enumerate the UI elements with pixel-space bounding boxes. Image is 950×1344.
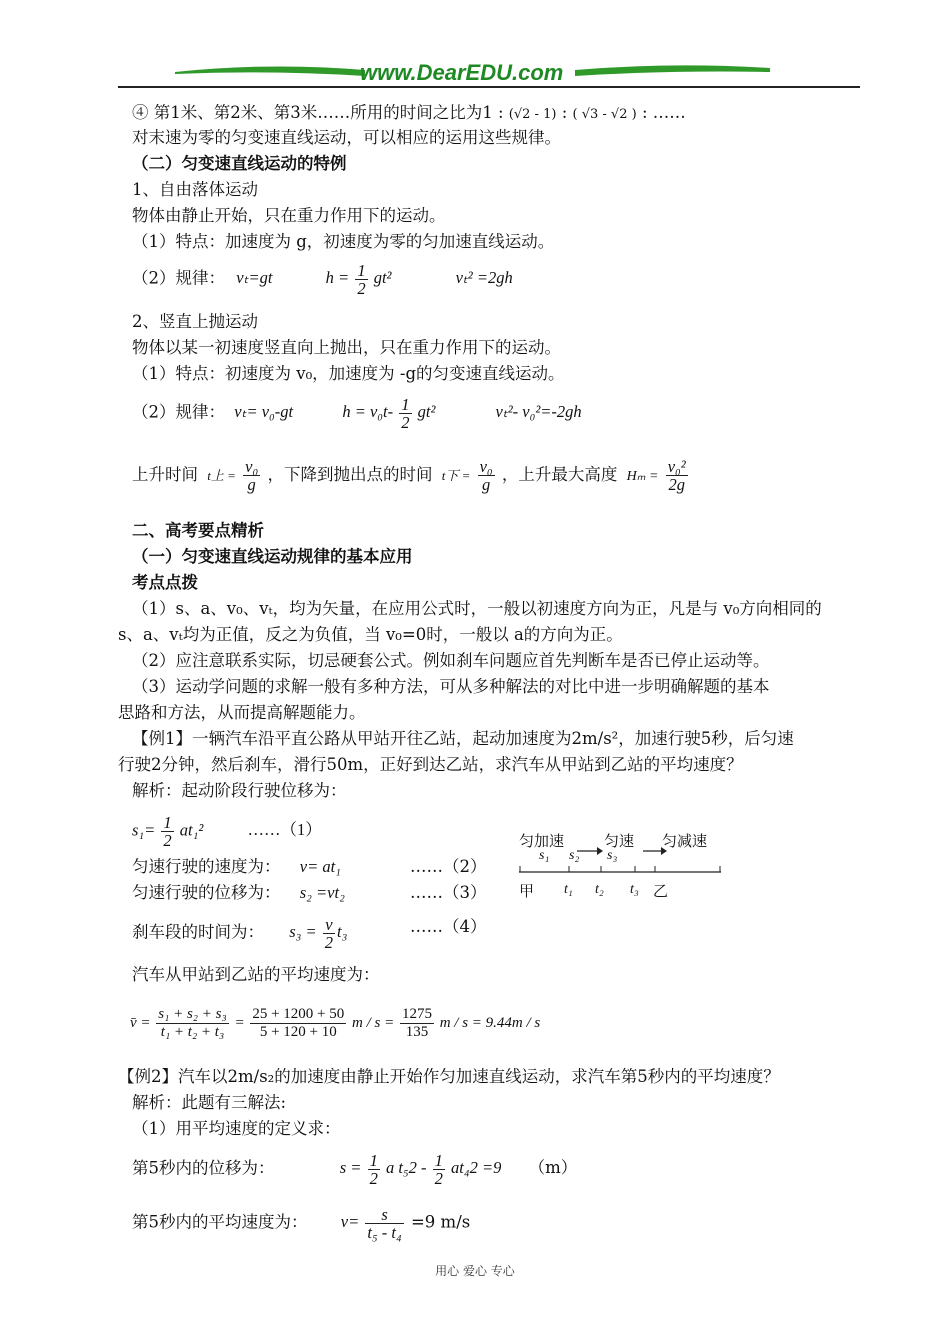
paragraph: 物体由静止开始，只在重力作用下的运动。: [132, 206, 446, 225]
formula: vₜ² =2gh: [455, 268, 513, 288]
equation-average-velocity: v̄ = $\frac{\text{s₁ + s₂ + s₃}}{\text{t₁ + t₂ + t₃}}$ = $\frac{25 + 1200 + 50}{5 + 120 + 10}$ m / s = $\frac{1275}{135}$ m / s = 9.44m / s: [130, 1006, 541, 1040]
ratio-root1: (√2 - 1): [508, 107, 557, 122]
section-heading: （二）匀变速直线运动的特例: [132, 154, 347, 173]
label-accelerate: 匀加速: [519, 832, 565, 850]
label-start-station: 甲: [519, 882, 535, 900]
paragraph: （1）特点：加速度为 g，初速度为零的匀加速直线运动。: [132, 232, 555, 251]
footer-text: 用心 爱心 专心: [435, 1264, 515, 1278]
paragraph: （1）特点：初速度为 v₀，加速度为 -g的匀变速直线运动。: [132, 364, 565, 383]
fraction: $\frac{1}{2}$: [369, 1151, 378, 1188]
paragraph: （3）运动学问题的求解一般有多种方法，可从多种解法的对比中进一步明确解题的基本: [132, 677, 770, 696]
example-heading: 【例1】一辆汽车沿平直公路从甲站开往乙站，起动加速度为2m/s²，加速行驶5秒，后匀速: [132, 729, 794, 748]
formula: h = $\frac{1}{2}$ gt²: [325, 261, 392, 298]
equation-3: 匀速行驶的位移为： s₂ =vt₂ ……（3）: [132, 883, 487, 902]
paragraph: （1）s、a、v₀、vₜ，均为矢量，在应用公式时，一般以初速度方向为正，凡是与 v₀方向相同的: [132, 599, 822, 618]
label-t1: t₁: [564, 882, 573, 897]
fraction: $\frac{25 + 1200 + 50}{5 + 120 + 10}$: [252, 1006, 345, 1040]
formula-line: （2）规律： vₜ= v₀-gt h = v₀t- $\frac{1}{2}$ gt² vₜ²- v₀²=-2gh: [132, 395, 582, 432]
section-heading: （一）匀变速直线运动规律的基本应用: [132, 547, 413, 566]
fraction: $\frac{\text{v₀}}{g}$: [479, 457, 493, 494]
paragraph: （1）用平均速度的定义求：: [132, 1119, 341, 1138]
paragraph: 汽车从甲站到乙站的平均速度为：: [132, 965, 380, 984]
header-rule: [118, 86, 860, 88]
label-end-station: 乙: [653, 882, 669, 900]
equation-4: 刹车段的时间为： s₃ = $\frac{v}{2}$ t₃ ……（4）: [132, 915, 487, 952]
section-heading: 二、高考要点精析: [132, 521, 264, 540]
fraction: $\frac{\text{v₀}}{g}$: [245, 457, 259, 494]
logo-text: www.DearEDU.com: [360, 60, 564, 85]
header-logo: [150, 58, 790, 88]
fraction: $\frac{v}{2}$: [324, 915, 334, 952]
paragraph: 思路和方法，从而提高解题能力。: [118, 703, 366, 722]
section-heading: 考点点拨: [132, 573, 198, 592]
paragraph: 对末速为零的匀变速直线运动，可以相应的运用这些规律。: [132, 128, 561, 147]
formula-line: （2）规律： vₜ=gt h = $\frac{1}{2}$ gt² vₜ² =2gh: [132, 261, 513, 298]
fraction: $\frac{1}{2}$: [434, 1151, 443, 1188]
subheading: 2、竖直上抛运动: [132, 312, 258, 331]
equation-average-5th-second: 第5秒内的平均速度为： v= $\frac{s}{\text{t₅ - t₄}}$ =9 m/s: [132, 1205, 471, 1242]
formula-line: 上升时间 t上 = $\frac{\text{v₀}}{g}$ ，下降到抛出点的时间 t下 = $\frac{\text{v₀}}{g}$ ，上升最大高度 Hₘ = $\frac{\text{v₀²}}{2g}$: [132, 457, 686, 494]
label-s2: s₂: [569, 848, 580, 863]
fraction: $\frac{1}{2}$: [401, 395, 410, 432]
formula: vₜ²- v₀²=-2gh: [495, 402, 582, 422]
fraction: $\frac{1}{2}$: [163, 813, 172, 850]
formula: vₜ=gt: [236, 268, 273, 288]
ratio-line: ④ 第1米、第2米、第3米……所用的时间之比为1 : (√2 - 1) : ( √3 - √2 ) : ……: [132, 103, 686, 122]
fraction: $\frac{1}{2}$: [357, 261, 366, 298]
label-s1: s₁: [539, 848, 550, 863]
subheading: 1、自由落体运动: [132, 180, 258, 199]
formula: h = v₀t- $\frac{1}{2}$ gt²: [342, 395, 436, 432]
paragraph: 行驶2分钟，然后刹车，滑行50m，正好到达乙站，求汽车从甲站到乙站的平均速度？: [118, 755, 743, 774]
equation-2: 匀速行驶的速度为： v= at₁ ……（2）: [132, 857, 487, 876]
label-decelerate: 匀减速: [662, 832, 708, 850]
paragraph: 物体以某一初速度竖直向上抛出，只在重力作用下的运动。: [132, 338, 561, 357]
motion-diagram: [515, 830, 725, 902]
formula: vₜ= v₀-gt: [234, 402, 294, 422]
ratio-root2: ( √3 - √2 ): [572, 107, 637, 122]
equation-displacement: 第5秒内的位移为： s = $\frac{1}{2}$ a t₅2 - $\frac{1}{2}$ at₄2 =9 （m）: [132, 1151, 578, 1188]
fraction: $\frac{\text{v₀²}}{2g}$: [667, 457, 686, 494]
paragraph: （2）应注意联系实际，切忌硬套公式。例如刹车问题应首先判断车是否已停止运动等。: [132, 651, 770, 670]
fraction: $\frac{1275}{135}$: [401, 1006, 432, 1040]
fraction: $\frac{s}{\text{t₅ - t₄}}$: [367, 1205, 402, 1242]
fraction: $\frac{\text{s₁ + s₂ + s₃}}{\text{t₁ + t₂ + t₃}}$: [158, 1006, 227, 1040]
paragraph: s、a、vₜ均为正值，反之为负值，当 v₀=0时，一般以 a的方向为正。: [118, 625, 623, 644]
motion-axis: [515, 830, 725, 902]
ratio-text: ④ 第1米、第2米、第3米……所用的时间之比为1 :: [132, 103, 504, 122]
label-t3: t₃: [630, 882, 639, 897]
label-s3: s₃: [607, 848, 618, 863]
paragraph: 解析：此题有三解法:: [132, 1093, 287, 1112]
label-uniform: 匀速: [604, 832, 635, 850]
paragraph: 解析：起动阶段行驶位移为：: [132, 781, 347, 800]
example-heading: 【例2】汽车以2m/s₂的加速度由静止开始作匀加速直线运动，求汽车第5秒内的平均速度？: [118, 1067, 780, 1086]
label-t2: t₂: [595, 882, 604, 897]
equation-1: s₁= $\frac{1}{2}$ at₁² ……（1）: [132, 813, 322, 850]
